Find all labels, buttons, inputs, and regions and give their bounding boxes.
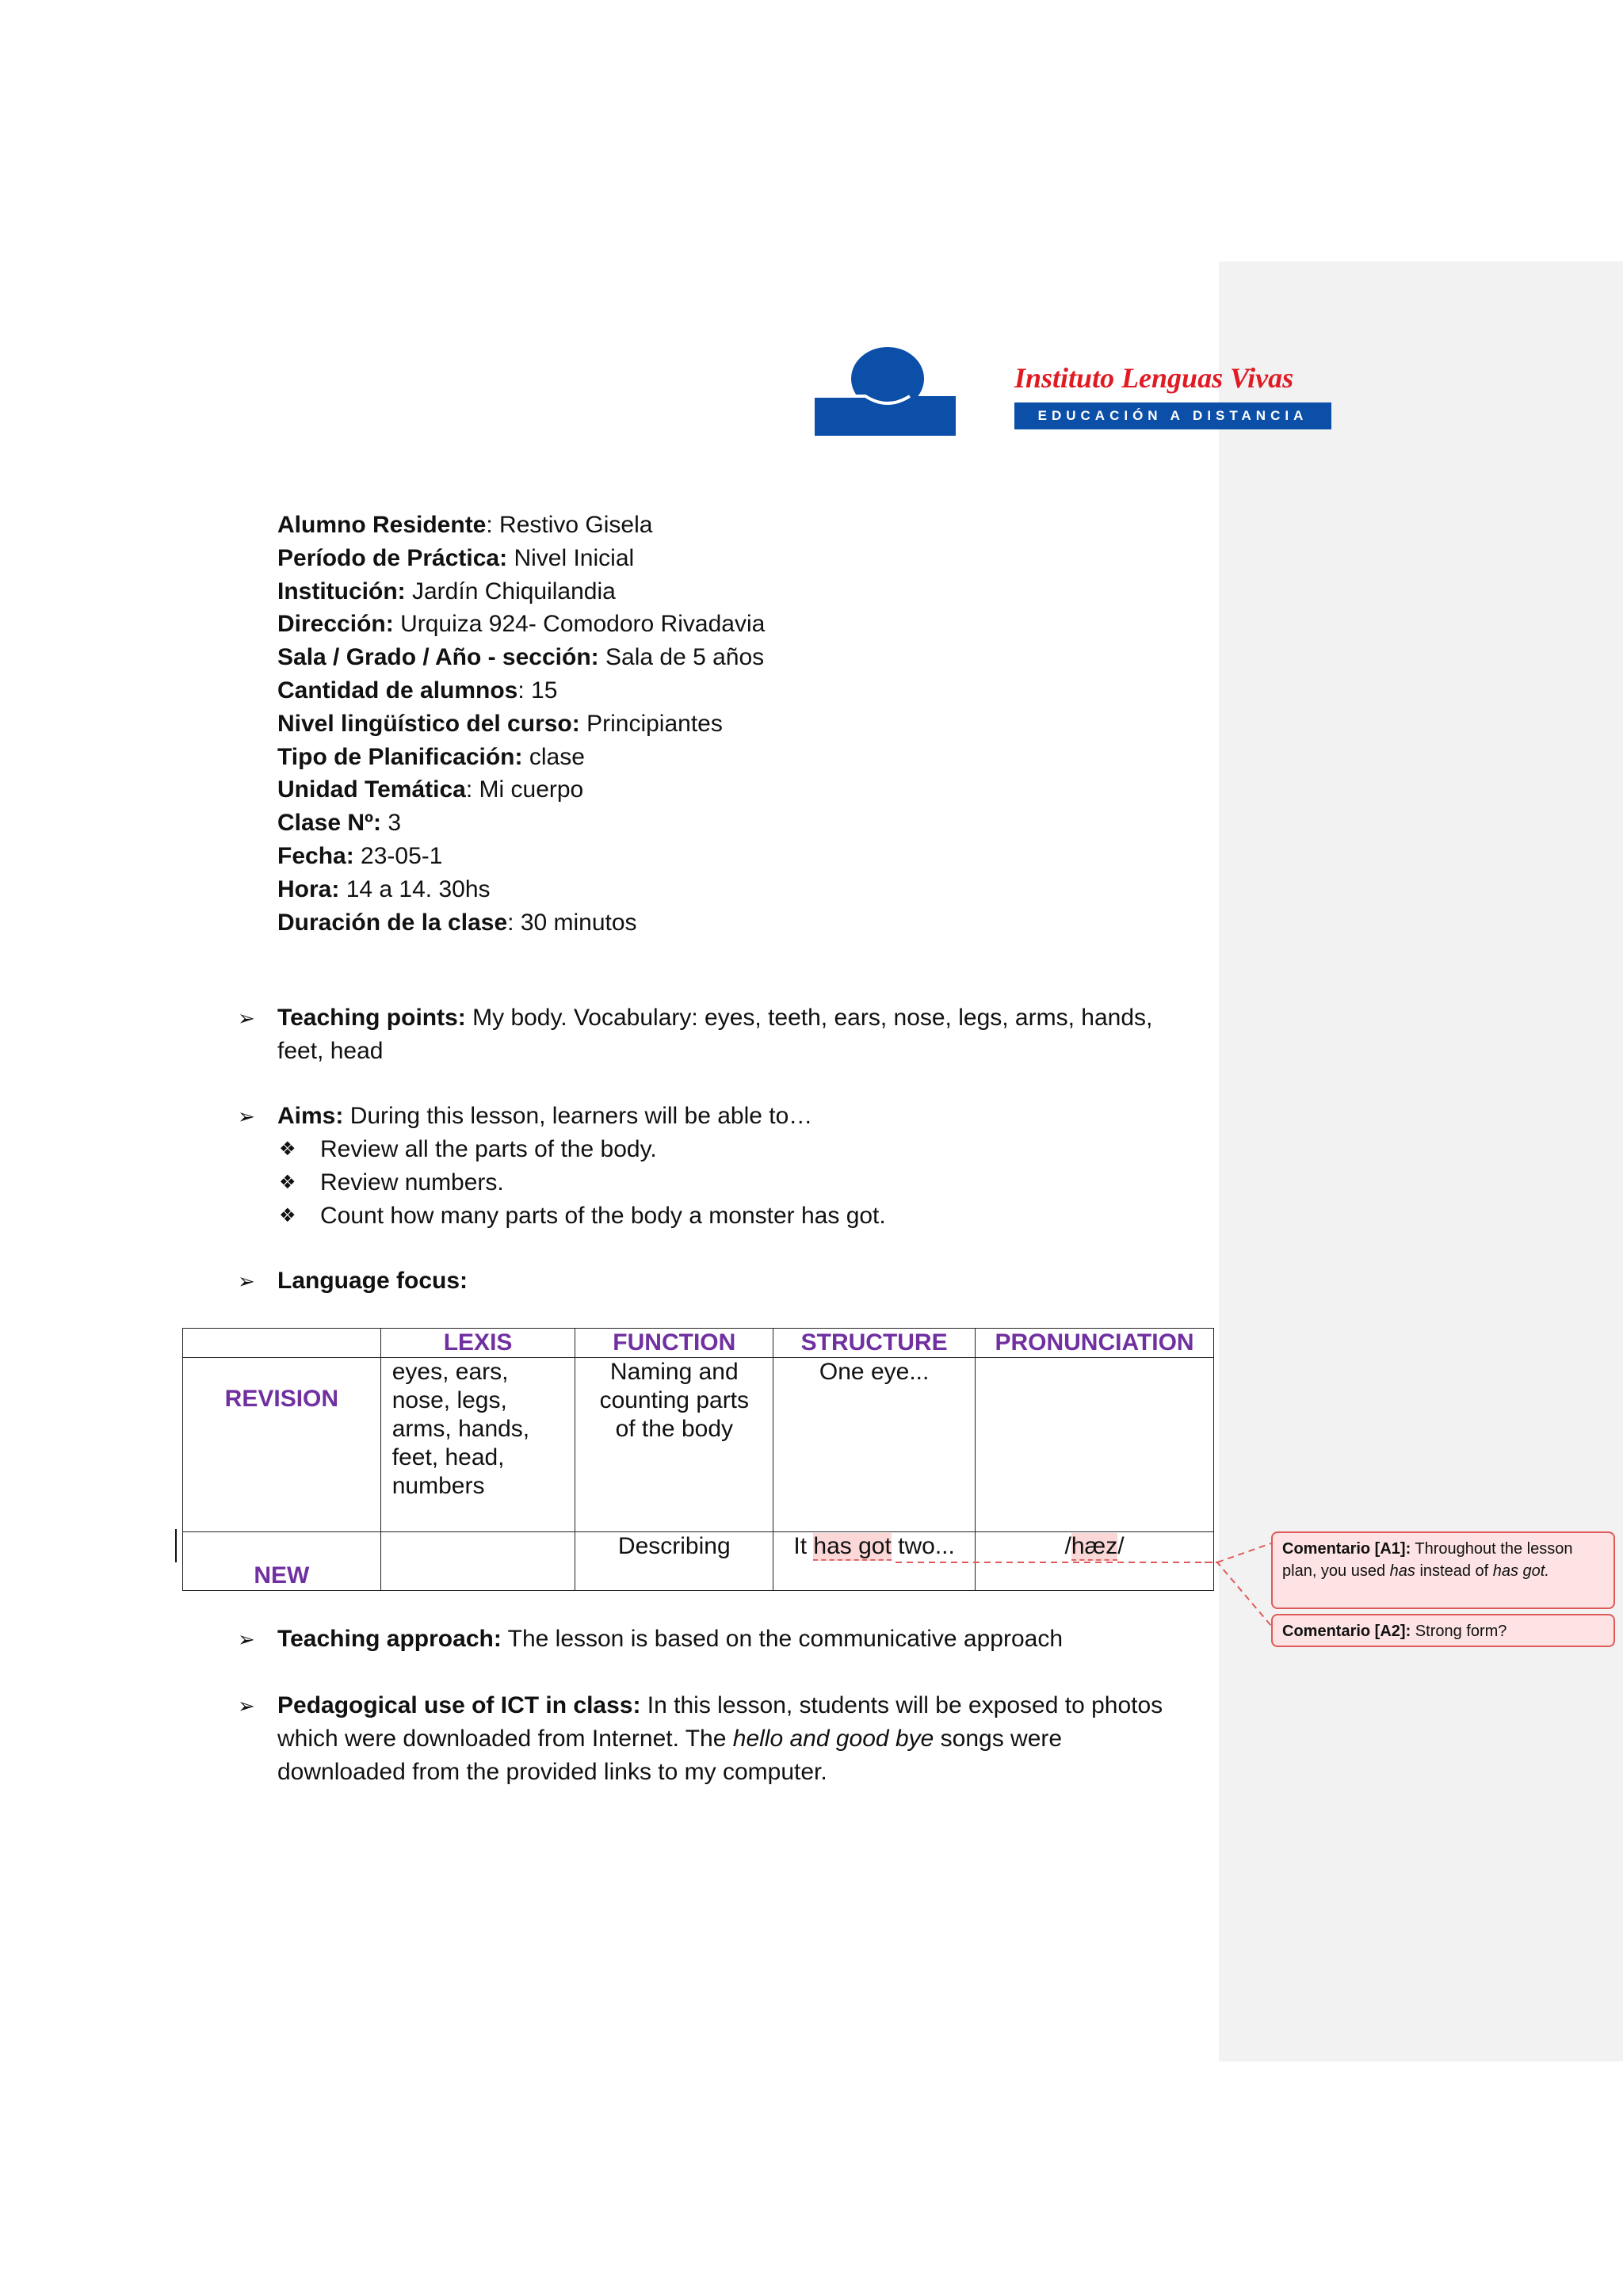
info-value: Jardín Chiquilandia [412, 578, 616, 605]
info-line [277, 840, 765, 873]
table-header-cell [183, 1329, 381, 1358]
structure-highlight[interactable]: has got [813, 1533, 892, 1559]
arrow-bullet-icon: ➢ [238, 1627, 255, 1651]
arrow-bullet-icon: ➢ [238, 1006, 255, 1030]
info-label: Tipo de Planificación: [277, 743, 523, 770]
pronunciation-highlight[interactable]: hæz [1071, 1533, 1118, 1559]
info-line [277, 608, 765, 641]
info-sep [580, 711, 586, 737]
lexis-line: feet, head, [391, 1444, 505, 1470]
comment-a1-text2: instead of [1415, 1562, 1493, 1580]
info-value: 14 a 14. 30hs [346, 875, 491, 902]
ict-section [238, 1689, 1189, 1789]
table-header-lexis: LEXIS [380, 1329, 575, 1358]
comment-pane [1219, 261, 1623, 2061]
institution-logo [815, 341, 1347, 444]
info-sep [406, 578, 412, 605]
revision-lexis-cell [380, 1358, 575, 1532]
ict-text-part1: In this lesson, students will be exposed to photos which were downloaded from Internet. The [277, 1692, 1163, 1752]
info-line [277, 509, 765, 542]
info-line [277, 773, 765, 807]
language-focus-table [182, 1328, 1214, 1591]
language-focus-text [277, 1264, 1189, 1298]
ict-songs-italic: hello and good bye [732, 1726, 934, 1752]
new-lexis-cell [380, 1532, 575, 1591]
info-label: Sala / Grado / Año - sección: [277, 644, 599, 671]
function-line: Naming and [609, 1359, 739, 1385]
arrow-bullet-icon: ➢ [238, 1694, 255, 1718]
arrow-bullet-icon: ➢ [238, 1269, 255, 1293]
aims-item-text: Review numbers. [320, 1169, 504, 1196]
info-sep [394, 611, 400, 637]
comment-a1-italic2: has got. [1492, 1562, 1549, 1580]
logo-subtitle: EDUCACIÓN A DISTANCIA [1014, 402, 1331, 429]
lexis-line: arms, hands, [391, 1416, 530, 1442]
diamond-bullet-icon: ❖ [279, 1172, 296, 1193]
comment-a2[interactable] [1271, 1614, 1615, 1647]
info-label: Institución: [277, 578, 406, 605]
revision-function-cell [575, 1358, 773, 1532]
info-label: Duración de la clase [277, 909, 508, 936]
table-header-function: FUNCTION [575, 1329, 773, 1358]
info-label: Fecha: [277, 842, 354, 869]
lexis-line: eyes, ears, [391, 1359, 509, 1385]
new-pronunciation-cell [976, 1532, 1214, 1591]
teaching-approach-section [238, 1623, 1189, 1656]
row-label-revision: REVISION [183, 1358, 381, 1532]
info-value: Restivo Gisela [499, 512, 653, 538]
info-label: Nivel lingüístico del curso: [277, 710, 580, 737]
language-focus-section [238, 1264, 1189, 1298]
ict-text-part2: songs were downloaded from the provided links to my computer. [277, 1726, 1063, 1785]
comment-a1-italic1: has [1389, 1562, 1415, 1580]
info-value: Principiantes [586, 710, 723, 737]
comment-a2-label: Comentario [A2]: [1282, 1623, 1411, 1640]
header-info [277, 509, 765, 939]
pron-pre: / [1064, 1533, 1071, 1559]
ict-text [277, 1689, 1189, 1789]
info-line [277, 575, 765, 608]
table-header-pronunciation: PRONUNCIATION [976, 1329, 1214, 1358]
info-sep [523, 744, 529, 770]
comment-a1-text1: Throughout the lesson plan, you used [1282, 1540, 1573, 1580]
info-sep [354, 843, 361, 869]
aims-list [238, 1133, 1189, 1233]
aims-text [277, 1100, 1189, 1133]
info-value: 15 [531, 677, 558, 704]
info-line [277, 641, 765, 674]
new-function-cell: Describing [575, 1532, 773, 1591]
function-line: of the body [615, 1416, 734, 1442]
info-value: 30 minutos [520, 909, 637, 936]
book-logo-icon [815, 347, 956, 436]
lexis-line: numbers [391, 1473, 485, 1499]
diamond-bullet-icon: ❖ [279, 1205, 296, 1226]
info-line [277, 906, 765, 940]
info-label: Alumno Residente [277, 512, 487, 538]
info-sep: : [507, 909, 521, 936]
comment-a1[interactable] [1271, 1531, 1615, 1609]
info-sep: : [486, 512, 500, 538]
pron-post: / [1117, 1533, 1125, 1559]
aims-item [279, 1199, 1189, 1233]
info-line [277, 707, 765, 741]
info-line [277, 674, 765, 707]
text-cursor [175, 1529, 177, 1562]
table-row-new [183, 1532, 1214, 1591]
diamond-bullet-icon: ❖ [279, 1138, 296, 1160]
info-value: Sala de 5 años [605, 644, 765, 671]
info-sep: : [465, 776, 479, 803]
table-header-structure: STRUCTURE [773, 1329, 976, 1358]
teaching-points-text [277, 1001, 1189, 1068]
info-sep [339, 876, 346, 902]
revision-pronunciation-cell [976, 1358, 1214, 1532]
info-sep: : [517, 677, 532, 704]
info-line [277, 807, 765, 840]
comment-a2-text: Strong form? [1411, 1623, 1507, 1640]
teaching-points-label: Teaching points: [277, 1005, 466, 1031]
info-value: Nivel Inicial [514, 544, 635, 571]
table-row-revision [183, 1358, 1214, 1532]
logo-title: Instituto Lenguas Vivas [1014, 362, 1294, 394]
lexis-line: nose, legs, [391, 1387, 507, 1413]
info-label: Hora: [277, 875, 340, 902]
table-header-row [183, 1329, 1214, 1358]
new-structure-cell [773, 1532, 976, 1591]
info-value: clase [529, 743, 585, 770]
info-label: Dirección: [277, 611, 394, 638]
info-label: Período de Práctica: [277, 544, 508, 571]
teaching-approach-value: The lesson is based on the communicative approach [501, 1626, 1064, 1652]
row-label-new: NEW [183, 1532, 381, 1591]
revision-structure-cell: One eye... [773, 1358, 976, 1532]
info-label: Unidad Temática [277, 776, 466, 803]
aims-item [279, 1166, 1189, 1199]
structure-post: two... [891, 1533, 955, 1559]
info-line [277, 542, 765, 575]
teaching-points-section [238, 1001, 1189, 1068]
info-line [277, 741, 765, 774]
teaching-approach-label: Teaching approach: [277, 1626, 502, 1652]
aims-item-text: Review all the parts of the body. [320, 1136, 657, 1162]
aims-item-text: Count how many parts of the body a monster has got. [320, 1203, 886, 1229]
aims-section [238, 1100, 1189, 1233]
aims-label: Aims: [277, 1103, 344, 1129]
teaching-points-value: My body. Vocabulary: eyes, teeth, ears, nose, legs, arms, hands, feet, head [277, 1005, 1153, 1064]
info-line [277, 873, 765, 906]
teaching-approach-text [277, 1623, 1189, 1656]
function-line: counting parts [599, 1387, 750, 1413]
info-value: Urquiza 924- Comodoro Rivadavia [400, 611, 766, 638]
info-sep [599, 644, 605, 670]
comment-a1-label: Comentario [A1]: [1282, 1540, 1411, 1558]
arrow-bullet-icon: ➢ [238, 1104, 255, 1128]
info-label: Cantidad de alumnos [277, 677, 518, 704]
ict-label: Pedagogical use of ICT in class: [277, 1692, 641, 1718]
aims-item [279, 1133, 1189, 1166]
info-label: Clase Nº: [277, 810, 382, 837]
info-value: Mi cuerpo [479, 776, 584, 803]
info-value: 23-05-1 [361, 842, 443, 869]
info-value: 3 [388, 810, 402, 837]
language-focus-label: Language focus: [277, 1268, 468, 1294]
structure-pre: It [793, 1533, 814, 1559]
aims-intro: During this lesson, learners will be able to… [343, 1103, 813, 1129]
